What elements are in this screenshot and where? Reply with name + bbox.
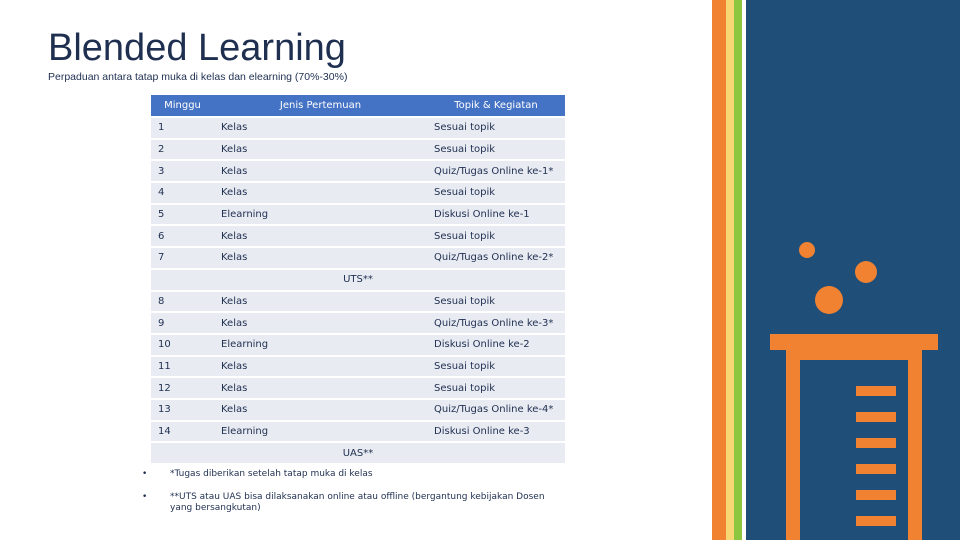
slide-subtitle: Perpaduan antara tatap muka di kelas dan elearning (70%-30%) — [48, 71, 348, 83]
cell-minggu: 2 — [151, 139, 214, 161]
cell-jenis-pertemuan: Kelas — [214, 291, 427, 313]
table-row — [151, 399, 565, 421]
cell-topik-kegiatan: Sesuai topik — [427, 117, 565, 139]
cell-topik-kegiatan: Diskusi Online ke-3 — [427, 421, 565, 443]
cell-minggu: 8 — [151, 291, 214, 313]
cell-jenis-pertemuan: Kelas — [214, 356, 427, 378]
cell-minggu: 7 — [151, 247, 214, 269]
cell-topik-kegiatan: Quiz/Tugas Online ke-3* — [427, 312, 565, 334]
table-row — [151, 377, 565, 399]
footnote-item — [138, 469, 558, 480]
cell-jenis-pertemuan: Elearning — [214, 421, 427, 443]
footnotes — [138, 469, 558, 526]
cell-minggu: 12 — [151, 377, 214, 399]
schedule-table — [151, 95, 565, 465]
cell-jenis-pertemuan: Kelas — [214, 247, 427, 269]
footnote-text: *Tugas diberikan setelah tatap muka di kelas — [170, 469, 373, 479]
cell-jenis-pertemuan: Kelas — [214, 399, 427, 421]
cell-minggu: 9 — [151, 312, 214, 334]
table-row — [151, 182, 565, 204]
separator-label: UAS** — [151, 442, 565, 464]
cell-jenis-pertemuan: Kelas — [214, 182, 427, 204]
cell-topik-kegiatan: Sesuai topik — [427, 291, 565, 313]
cell-topik-kegiatan: Diskusi Online ke-2 — [427, 334, 565, 356]
cell-minggu: 4 — [151, 182, 214, 204]
cell-topik-kegiatan: Diskusi Online ke-1 — [427, 204, 565, 226]
table-row — [151, 334, 565, 356]
cell-jenis-pertemuan: Kelas — [214, 139, 427, 161]
slide-title: Blended Learning — [48, 27, 346, 69]
table-row — [151, 117, 565, 139]
cell-topik-kegiatan: Quiz/Tugas Online ke-1* — [427, 160, 565, 182]
table-body — [151, 117, 565, 464]
cell-jenis-pertemuan: Kelas — [214, 160, 427, 182]
cell-topik-kegiatan: Sesuai topik — [427, 225, 565, 247]
footnote-text: **UTS atau UAS bisa dilaksanakan online atau offline (bergantung kebijakan Dosen yang bersangkutan) — [170, 492, 545, 513]
separator-label: UTS** — [151, 269, 565, 291]
bullet-icon: • — [142, 469, 148, 479]
decorative-side-panel — [712, 0, 960, 540]
table-header-row — [151, 95, 565, 117]
cell-minggu: 3 — [151, 160, 214, 182]
cell-topik-kegiatan: Quiz/Tugas Online ke-2* — [427, 247, 565, 269]
table-separator-row — [151, 442, 565, 464]
table-row — [151, 421, 565, 443]
cell-jenis-pertemuan: Kelas — [214, 377, 427, 399]
table-row — [151, 356, 565, 378]
table-row — [151, 139, 565, 161]
beaker-icon — [712, 0, 960, 540]
cell-minggu: 1 — [151, 117, 214, 139]
table-row — [151, 160, 565, 182]
column-header-minggu: Minggu — [151, 95, 214, 117]
cell-jenis-pertemuan: Elearning — [214, 334, 427, 356]
column-header-jenis-pertemuan: Jenis Pertemuan — [214, 95, 427, 117]
cell-topik-kegiatan: Quiz/Tugas Online ke-4* — [427, 399, 565, 421]
table-row — [151, 204, 565, 226]
cell-topik-kegiatan: Sesuai topik — [427, 182, 565, 204]
cell-minggu: 6 — [151, 225, 214, 247]
cell-topik-kegiatan: Sesuai topik — [427, 139, 565, 161]
cell-minggu: 10 — [151, 334, 214, 356]
table-separator-row — [151, 269, 565, 291]
cell-topik-kegiatan: Sesuai topik — [427, 356, 565, 378]
cell-topik-kegiatan: Sesuai topik — [427, 377, 565, 399]
table-row — [151, 291, 565, 313]
table-row — [151, 312, 565, 334]
table-row — [151, 247, 565, 269]
cell-minggu: 11 — [151, 356, 214, 378]
column-header-topik-kegiatan: Topik & Kegiatan — [427, 95, 565, 117]
cell-minggu: 13 — [151, 399, 214, 421]
cell-minggu: 14 — [151, 421, 214, 443]
cell-jenis-pertemuan: Kelas — [214, 312, 427, 334]
bullet-icon: • — [142, 492, 148, 502]
cell-jenis-pertemuan: Kelas — [214, 225, 427, 247]
footnote-item — [138, 492, 558, 514]
cell-jenis-pertemuan: Kelas — [214, 117, 427, 139]
cell-minggu: 5 — [151, 204, 214, 226]
table-row — [151, 225, 565, 247]
cell-jenis-pertemuan: Elearning — [214, 204, 427, 226]
